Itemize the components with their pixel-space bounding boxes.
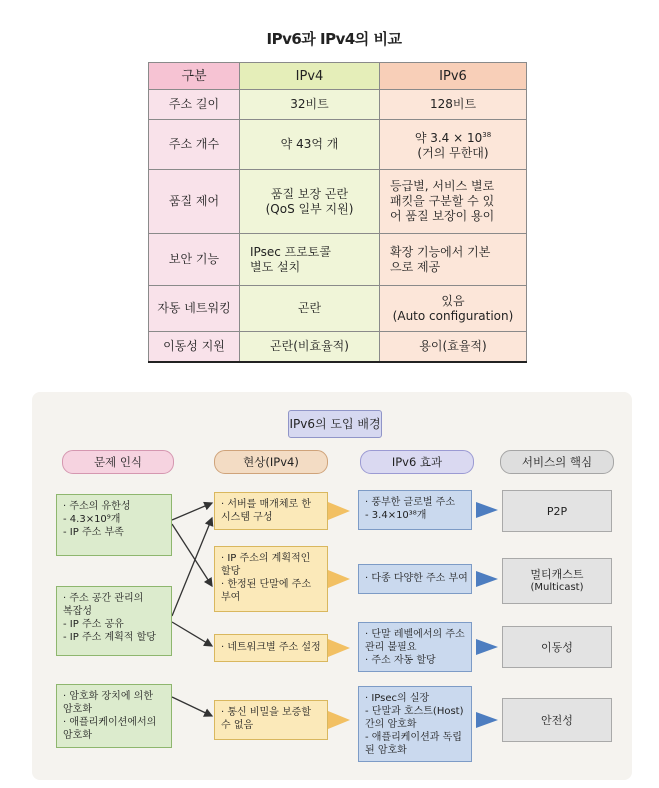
box-line: · 서버를 매개체로 한 <box>221 499 311 510</box>
problem-box <box>56 494 172 556</box>
effect-box <box>358 622 472 672</box>
row-label: 품질 제어 <box>149 170 240 234</box>
flow-arrow <box>328 570 350 588</box>
box-line: · IP 주소의 계획적인 <box>221 553 311 564</box>
cell-text: 등급별, 서비스 별로 <box>390 179 495 193</box>
cell-text: 약 3.4 × 10 <box>414 131 483 145</box>
column-header-phenomenon: 현상(IPv4) <box>214 450 328 474</box>
column-header-problem: 문제 인식 <box>62 450 174 474</box>
box-line: · 암호화 장치에 의한 <box>63 691 153 702</box>
phenomenon-box <box>214 700 328 740</box>
header-cell: IPv6 <box>380 63 527 90</box>
box-line: 복잡성 <box>63 606 92 617</box>
box-line: · 단말 레벨에서의 주소 <box>365 629 465 640</box>
cell-text: 약 43억 개 <box>280 137 339 151</box>
cell-text: 확장 기능에서 기본 <box>390 244 491 259</box>
header-cell: IPv4 <box>240 63 380 90</box>
box-line: P2P <box>546 504 568 518</box>
flow-arrow <box>476 712 498 728</box>
cell-text: 어 품질 보장이 용이 <box>390 209 495 223</box>
box-line: - 4.3×10⁹개 <box>63 514 121 525</box>
box-line: 이동성 <box>541 640 573 654</box>
row-label: 주소 개수 <box>149 120 240 170</box>
cell-text: 패킷을 구분할 수 있 <box>390 194 495 208</box>
effect-box <box>358 686 472 762</box>
cell-text: 128비트 <box>429 97 477 111</box>
box-line: - 애플리케이션과 독립 <box>365 732 462 743</box>
box-line: 암호화 <box>63 704 92 715</box>
box-line: · 한정된 단말에 주소 <box>221 579 311 590</box>
box-line: 수 없음 <box>221 720 254 731</box>
cell-text: 으로 제공 <box>390 259 441 274</box>
box-line: - 3.4×10³⁸개 <box>365 510 427 521</box>
service-box-security <box>502 698 612 742</box>
box-line: - 단말과 호스트(Host) <box>365 706 464 717</box>
box-line: 부여 <box>221 592 241 603</box>
box-line: · 통신 비밀을 보증할 <box>221 707 311 718</box>
box-line: · 주소의 유한성 <box>63 501 131 512</box>
cell-text: (Auto configuration) <box>392 308 514 323</box>
flow-arrow <box>476 571 498 587</box>
effect-box <box>358 564 472 594</box>
phenomenon-box <box>214 492 328 530</box>
service-box-p2p <box>502 490 612 532</box>
column-header-effect: IPv6 효과 <box>360 450 474 474</box>
cell-text: (거의 무한대) <box>417 146 489 160</box>
box-line: 멀티캐스트 <box>530 568 584 581</box>
row-label: 자동 네트워킹 <box>149 286 240 332</box>
flow-arrow <box>476 502 498 518</box>
phenomenon-box <box>214 546 328 612</box>
box-line: - IP 주소 공유 <box>63 619 124 630</box>
box-line: - IP 주소 부족 <box>63 527 124 538</box>
cell-text: 별도 설치 <box>250 259 301 274</box>
box-line: 간의 암호화 <box>365 719 417 730</box>
diagram-title: IPv6의 도입 배경 <box>288 410 382 438</box>
row-label: 보안 기능 <box>149 234 240 286</box>
flow-arrow <box>328 502 350 520</box>
flow-arrow <box>328 711 350 729</box>
box-line: · 주소 자동 할당 <box>365 655 436 666</box>
box-line: · 네트워크별 주소 설정 <box>221 642 321 653</box>
box-line: 안전성 <box>541 713 573 727</box>
cell-text: 있음 <box>441 293 465 308</box>
cell-text: 품질 보장 곤란 <box>270 186 349 201</box>
header-cell: 구분 <box>149 63 240 90</box>
box-line: 시스템 구성 <box>221 512 273 523</box>
service-box-mobility <box>502 626 612 668</box>
box-line: 된 암호화 <box>365 745 407 756</box>
cell-text: (QoS 일부 지원) <box>265 201 354 216</box>
box-line: · 다종 다양한 주소 부여 <box>365 573 468 584</box>
effect-box <box>358 490 472 530</box>
table-title: IPv6과 IPv4의 비교 <box>266 30 402 48</box>
box-line: 관리 불필요 <box>365 642 417 653</box>
row-label: 이동성 지원 <box>149 332 240 362</box>
problem-box <box>56 586 172 656</box>
box-line: · 주소 공간 관리의 <box>63 593 144 604</box>
box-line: 암호화 <box>63 730 92 741</box>
box-line: · 애플리케이션에서의 <box>63 717 157 728</box>
cell-text: 곤란 <box>297 301 322 315</box>
connector-arrow <box>172 697 212 716</box>
cell-text: IPsec 프로토콜 <box>250 244 331 259</box>
cell-text: 32비트 <box>290 97 329 111</box>
connector-arrow <box>172 503 212 520</box>
column-header-service: 서비스의 핵심 <box>500 450 614 474</box>
service-box-multicast <box>502 558 612 604</box>
flow-arrow <box>476 639 498 655</box>
flow-arrow <box>328 639 350 657</box>
connector-arrow <box>172 622 212 646</box>
exponent: 38 <box>482 131 492 139</box>
box-line: (Multicast) <box>530 582 584 593</box>
problem-box <box>56 684 172 748</box>
box-line: 할당 <box>221 566 241 577</box>
phenomenon-box <box>214 634 328 662</box>
cell-text: 곤란(비효율적) <box>270 338 349 353</box>
box-line: - IP 주소 계획적 할당 <box>63 632 156 643</box>
row-label: 주소 길이 <box>149 90 240 120</box>
cell-text: 용이(효율적) <box>419 338 487 353</box>
box-line: · 풍부한 글로벌 주소 <box>365 497 455 508</box>
box-line: · IPsec의 실장 <box>365 693 430 704</box>
